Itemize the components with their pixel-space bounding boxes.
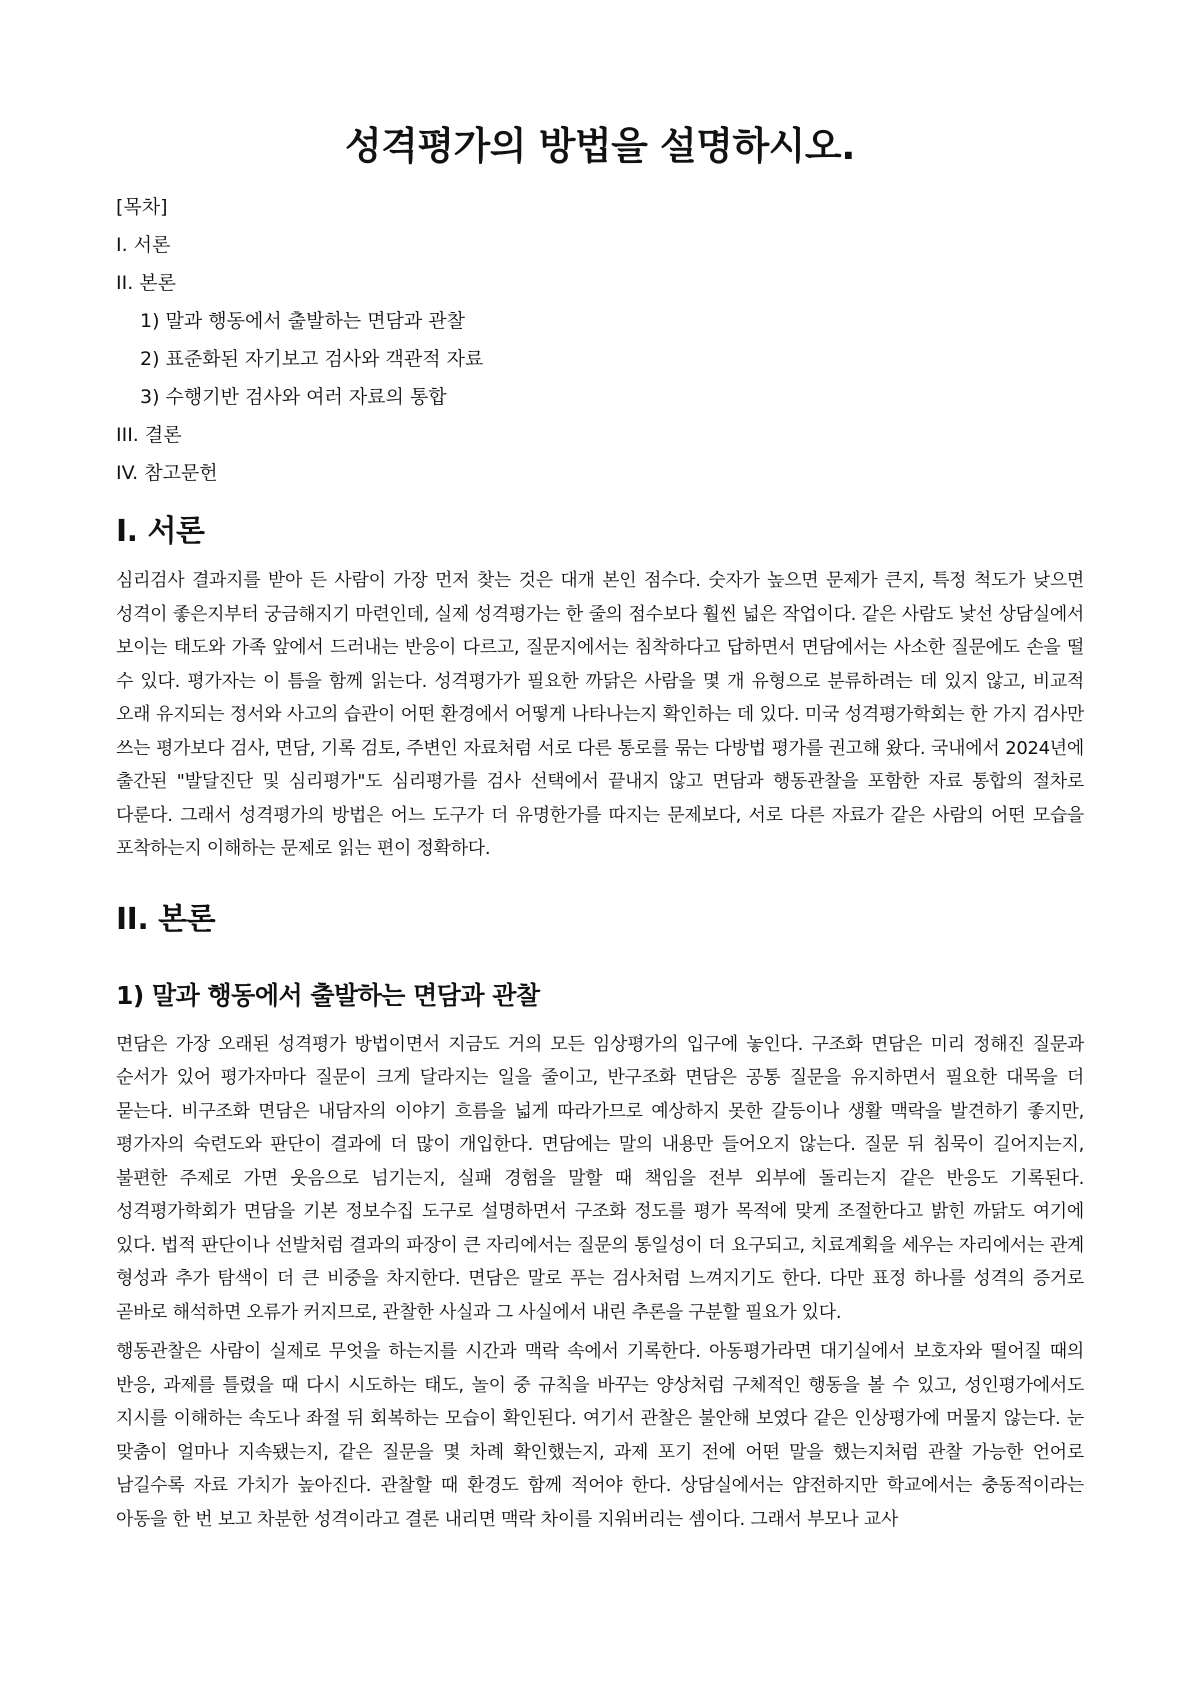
toc-item-references: IV. 참고문헌 [116, 462, 218, 484]
toc-item-body-sub1: 1) 말과 행동에서 출발하는 면담과 관찰 [140, 310, 466, 332]
toc-label: [목차] [116, 196, 168, 218]
toc-item-body-sub2: 2) 표준화된 자기보고 검사와 객관적 자료 [140, 348, 484, 370]
subsection-heading-interview-observation: 1) 말과 행동에서 출발하는 면담과 관찰 [116, 980, 540, 1010]
toc-item-body-sub3: 3) 수행기반 검사와 여러 자료의 통합 [140, 386, 447, 408]
section-heading-body: II. 본론 [116, 901, 216, 937]
document-title: 성격평가의 방법을 설명하시오. [344, 124, 856, 168]
section-heading-introduction: I. 서론 [116, 514, 205, 549]
toc-item-conclusion: III. 결론 [116, 424, 182, 446]
table-of-contents [116, 188, 1084, 492]
introduction-paragraph: 심리검사 결과지를 받아 든 사람이 가장 먼저 찾는 것은 대개 본인 점수다. 숫자가 높으면 문제가 큰지, 특정 척도가 낮으면 성격이 좋은지부터 궁금해지기 마련인데, 실제 성격평가는 한 줄의 점수보다 훨씬 넓은 작업이다. 같은 사람도 낯선 상담실에서 보이는 태도와 가족 앞에서 드러내는 반응이 다르고, 질문지에서는 침착하다고 답하면서 면담에서는 사소한 질문에도 손을 떨 수 있다. 평가자는 이 틈을 함께 읽는다. 성격평가가 필요한 까닭은 사람을 몇 개 유형으로 분류하려는 데 있지 않고, 비교적 오래 유지되는 정서와 사고의 습관이 어떤 환경에서 어떻게 나타나는지 확인하는 데 있다. 미국 성격평가학회는 한 가지 검사만 쓰는 평가보다 검사, 면담, 기록 검토, 주변인 자료처럼 서로 다른 통로를 묶는 다방법 평가를 권고해 왔다. 국내에서 2024년에 출간된 "발달진단 및 심리평가"도 심리평가를 검사 선택에서 끝내지 않고 면담과 행동관찰을 포함한 자료 통합의 절차로 다룬다. 그래서 성격평가의 방법은 어느 도구가 더 유명한가를 따지는 문제보다, 서로 다른 자료가 같은 사람의 어떤 모습을 포착하는지 이해하는 문제로 읽는 편이 정확하다. [116, 570, 1084, 859]
toc-item-introduction: I. 서론 [116, 234, 171, 256]
body-paragraph-interview: 면담은 가장 오래된 성격평가 방법이면서 지금도 거의 모든 임상평가의 입구에 놓인다. 구조화 면담은 미리 정해진 질문과 순서가 있어 평가자마다 질문이 크게 달라지는 일을 줄이고, 반구조화 면담은 공통 질문을 유지하면서 필요한 대목을 더 묻는다. 비구조화 면담은 내담자의 이야기 흐름을 넓게 따라가므로 예상하지 못한 갈등이나 생활 맥락을 발견하기 좋지만, 평가자의 숙련도와 판단이 결과에 더 많이 개입한다. 면담에는 말의 내용만 들어오지 않는다. 질문 뒤 침묵이 길어지는지, 불편한 주제로 가면 웃음으로 넘기는지, 실패 경험을 말할 때 책임을 전부 외부에 돌리는지 같은 반응도 기록된다. 성격평가학회가 면담을 기본 정보수집 도구로 설명하면서 구조화 정도를 평가 목적에 맞게 조절한다고 밝힌 까닭도 여기에 있다. 법적 판단이나 선발처럼 결과의 파장이 큰 자리에서는 질문의 통일성이 더 요구되고, 치료계획을 세우는 자리에서는 관계 형성과 추가 탐색이 더 큰 비중을 차지한다. 면담은 말로 푸는 검사처럼 느껴지기도 한다. 다만 표정 하나를 성격의 증거로 곧바로 해석하면 오류가 커지므로, 관찰한 사실과 그 사실에서 내린 추론을 구분할 필요가 있다. [116, 1033, 1084, 1323]
body-paragraph-observation: 행동관찰은 사람이 실제로 무엇을 하는지를 시간과 맥락 속에서 기록한다. 아동평가라면 대기실에서 보호자와 떨어질 때의 반응, 과제를 틀렸을 때 다시 시도하는 태도, 놀이 중 규칙을 바꾸는 양상처럼 구체적인 행동을 볼 수 있고, 성인평가에서도 지시를 이해하는 속도나 좌절 뒤 회복하는 모습이 확인된다. 여기서 관찰은 불안해 보였다 같은 인상평가에 머물지 않는다. 눈 맞춤이 얼마나 지속됐는지, 같은 질문을 몇 차례 확인했는지, 과제 포기 전에 어떤 말을 했는지처럼 관찰 가능한 언어로 남길수록 자료 가치가 높아진다. 관찰할 때 환경도 함께 적어야 한다. 상담실에서는 얌전하지만 학교에서는 충동적이라는 아동을 한 번 보고 차분한 성격이라고 결론 내리면 맥락 차이를 지워버리는 셈이다. 그래서 부모나 교사 [116, 1341, 1084, 1530]
toc-item-body: II. 본론 [116, 272, 176, 294]
